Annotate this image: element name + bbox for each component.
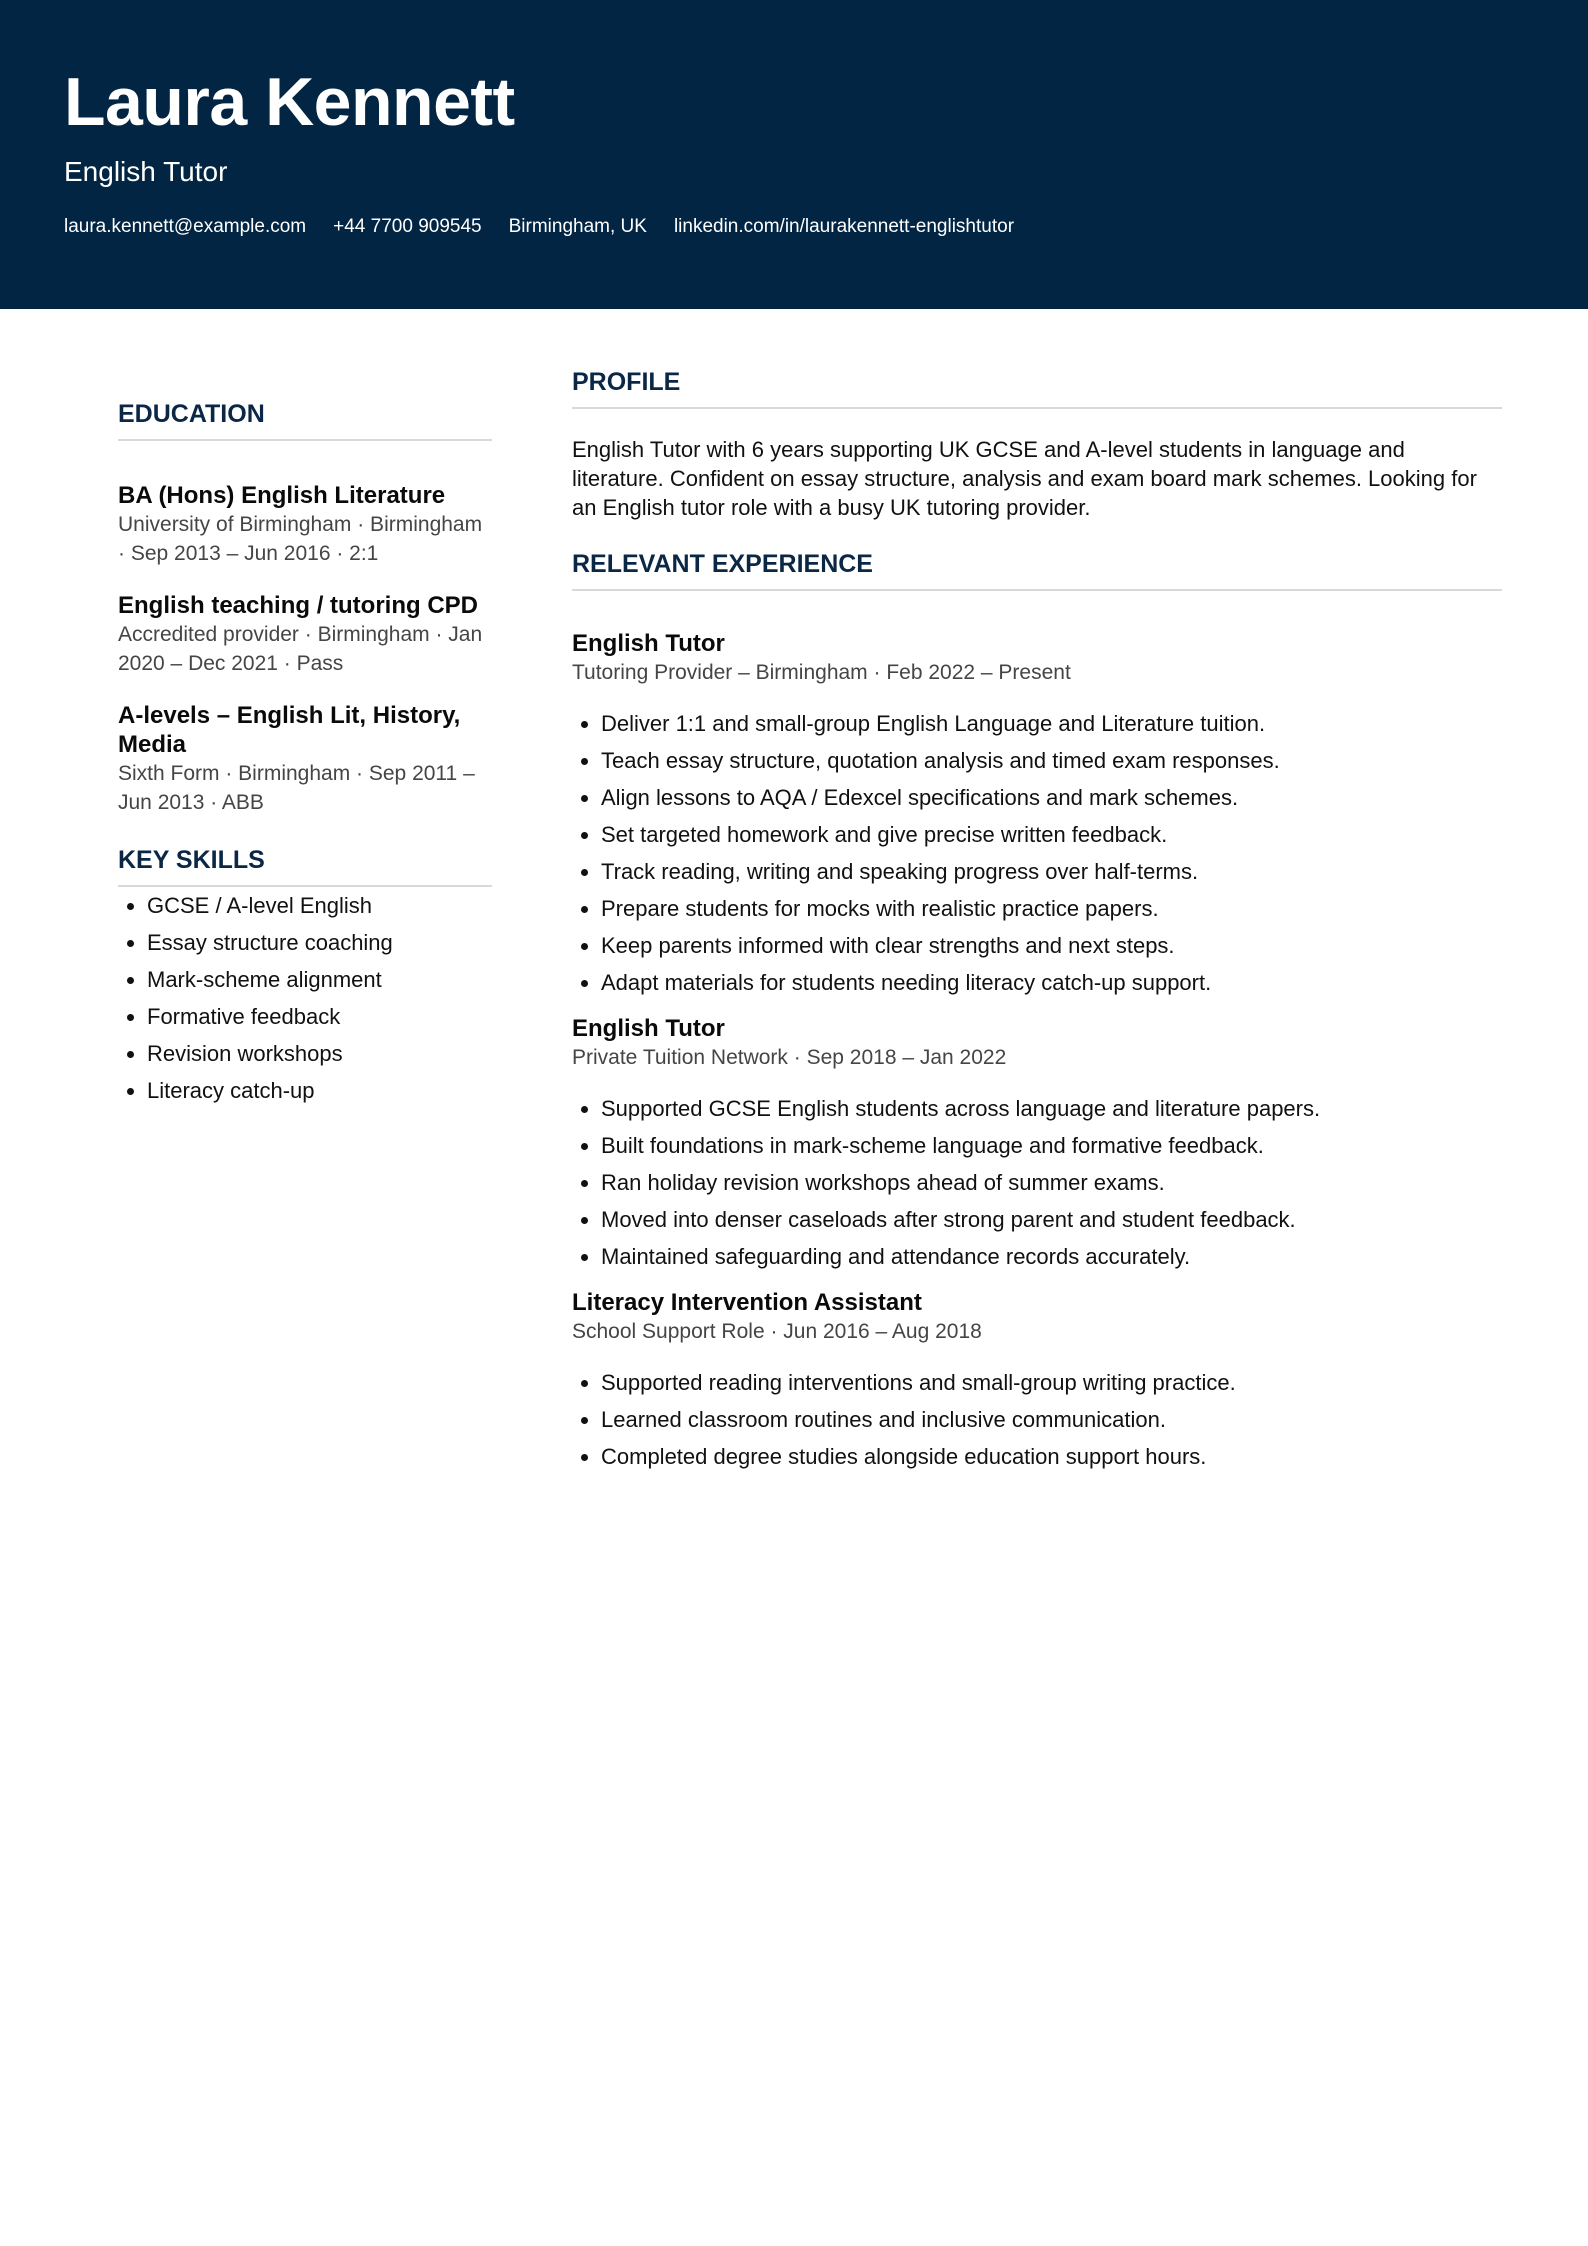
job-bullet: • Prepare students for mocks with realistic practice papers. bbox=[601, 890, 1502, 927]
job-bullets bbox=[572, 1090, 1502, 1275]
education-item bbox=[118, 701, 492, 817]
skills-list bbox=[118, 887, 492, 1109]
contact-email: laura.kennett@example.com bbox=[64, 216, 307, 237]
job-bullet: • Supported reading interventions and small-group writing practice. bbox=[601, 1364, 1502, 1401]
sidebar bbox=[118, 394, 492, 1109]
job-bullet: • Learned classroom routines and inclusive communication. bbox=[601, 1401, 1502, 1438]
skill-item: • Literacy catch-up bbox=[147, 1072, 492, 1109]
job-bullet: • Deliver 1:1 and small-group English Language and Literature tuition. bbox=[601, 705, 1502, 742]
job-bullet: • Adapt materials for students needing literacy catch-up support. bbox=[601, 964, 1502, 1001]
job-bullet: • Keep parents informed with clear strengths and next steps. bbox=[601, 927, 1502, 964]
job-bullet: • Moved into denser caseloads after strong parent and student feedback. bbox=[601, 1201, 1502, 1238]
skill-item: • Essay structure coaching bbox=[147, 924, 492, 961]
profile-heading: PROFILE bbox=[572, 362, 1502, 409]
job-bullet: • Align lessons to AQA / Edexcel specifications and mark schemes. bbox=[601, 779, 1502, 816]
main-column bbox=[572, 362, 1502, 1488]
education-item-details: University of Birmingham · Birmingham · Sep 2013 – Jun 2016 · 2:1 bbox=[118, 513, 483, 565]
job-bullet: • Set targeted homework and give precise written feedback. bbox=[601, 816, 1502, 853]
contact-location: Birmingham, UK bbox=[508, 216, 647, 237]
experience-heading: RELEVANT EXPERIENCE bbox=[572, 544, 1502, 591]
job-bullets bbox=[572, 705, 1502, 1001]
education-item-details: Accredited provider · Birmingham · Jan 2020 – Dec 2021 · Pass bbox=[118, 623, 483, 675]
job-entry bbox=[572, 629, 1502, 1001]
education-item-details: Sixth Form · Birmingham · Sep 2011 – Jun 2013 · ABB bbox=[118, 762, 475, 814]
job-title: English Tutor bbox=[572, 1015, 725, 1042]
education-heading: EDUCATION bbox=[118, 394, 492, 441]
job-bullet: • Teach essay structure, quotation analysis and timed exam responses. bbox=[601, 742, 1502, 779]
contact-linkedin: linkedin.com/in/laurakennett-englishtutor bbox=[673, 216, 1015, 237]
education-item bbox=[118, 591, 492, 678]
candidate-role: English Tutor bbox=[64, 156, 228, 187]
profile-summary: English Tutor with 6 years supporting UK GCSE and A-level students in language and literature. Confident on essay structure, analysis and exam board mark schemes. Looking for an English tutor role with a busy UK tutoring provider. bbox=[572, 437, 1477, 520]
job-bullet: • Completed degree studies alongside education support hours. bbox=[601, 1438, 1502, 1475]
experience-list bbox=[572, 629, 1502, 1475]
job-bullet: • Supported GCSE English students across language and literature papers. bbox=[601, 1090, 1502, 1127]
education-item-title: A-levels – English Lit, History, Media bbox=[118, 702, 461, 758]
job-title: English Tutor bbox=[572, 630, 725, 657]
job-entry bbox=[572, 1288, 1502, 1475]
skill-item: • Formative feedback bbox=[147, 998, 492, 1035]
skill-item: • GCSE / A-level English bbox=[147, 887, 492, 924]
education-item-title: English teaching / tutoring CPD bbox=[118, 592, 478, 619]
skill-item: • Mark-scheme alignment bbox=[147, 961, 492, 998]
education-item bbox=[118, 481, 492, 568]
job-bullet: • Built foundations in mark-scheme language and formative feedback. bbox=[601, 1127, 1502, 1164]
skills-heading: KEY SKILLS bbox=[118, 840, 492, 887]
job-details: School Support Role · Jun 2016 – Aug 2018 bbox=[572, 1320, 982, 1343]
candidate-name: Laura Kennett bbox=[64, 64, 515, 140]
job-entry bbox=[572, 1014, 1502, 1275]
contact-phone: +44 7700 909545 bbox=[333, 216, 482, 237]
resume-header bbox=[0, 0, 1588, 309]
skill-item: • Revision workshops bbox=[147, 1035, 492, 1072]
job-title: Literacy Intervention Assistant bbox=[572, 1289, 922, 1316]
job-bullet: • Track reading, writing and speaking progress over half-terms. bbox=[601, 853, 1502, 890]
job-details: Private Tuition Network · Sep 2018 – Jan 2022 bbox=[572, 1046, 1007, 1069]
contact-list bbox=[64, 214, 1014, 240]
job-bullet: • Maintained safeguarding and attendance records accurately. bbox=[601, 1238, 1502, 1275]
job-bullets bbox=[572, 1364, 1502, 1475]
education-list bbox=[118, 481, 492, 817]
job-details: Tutoring Provider – Birmingham · Feb 2022 – Present bbox=[572, 661, 1071, 684]
education-item-title: BA (Hons) English Literature bbox=[118, 482, 446, 509]
job-bullet: • Ran holiday revision workshops ahead of summer exams. bbox=[601, 1164, 1502, 1201]
